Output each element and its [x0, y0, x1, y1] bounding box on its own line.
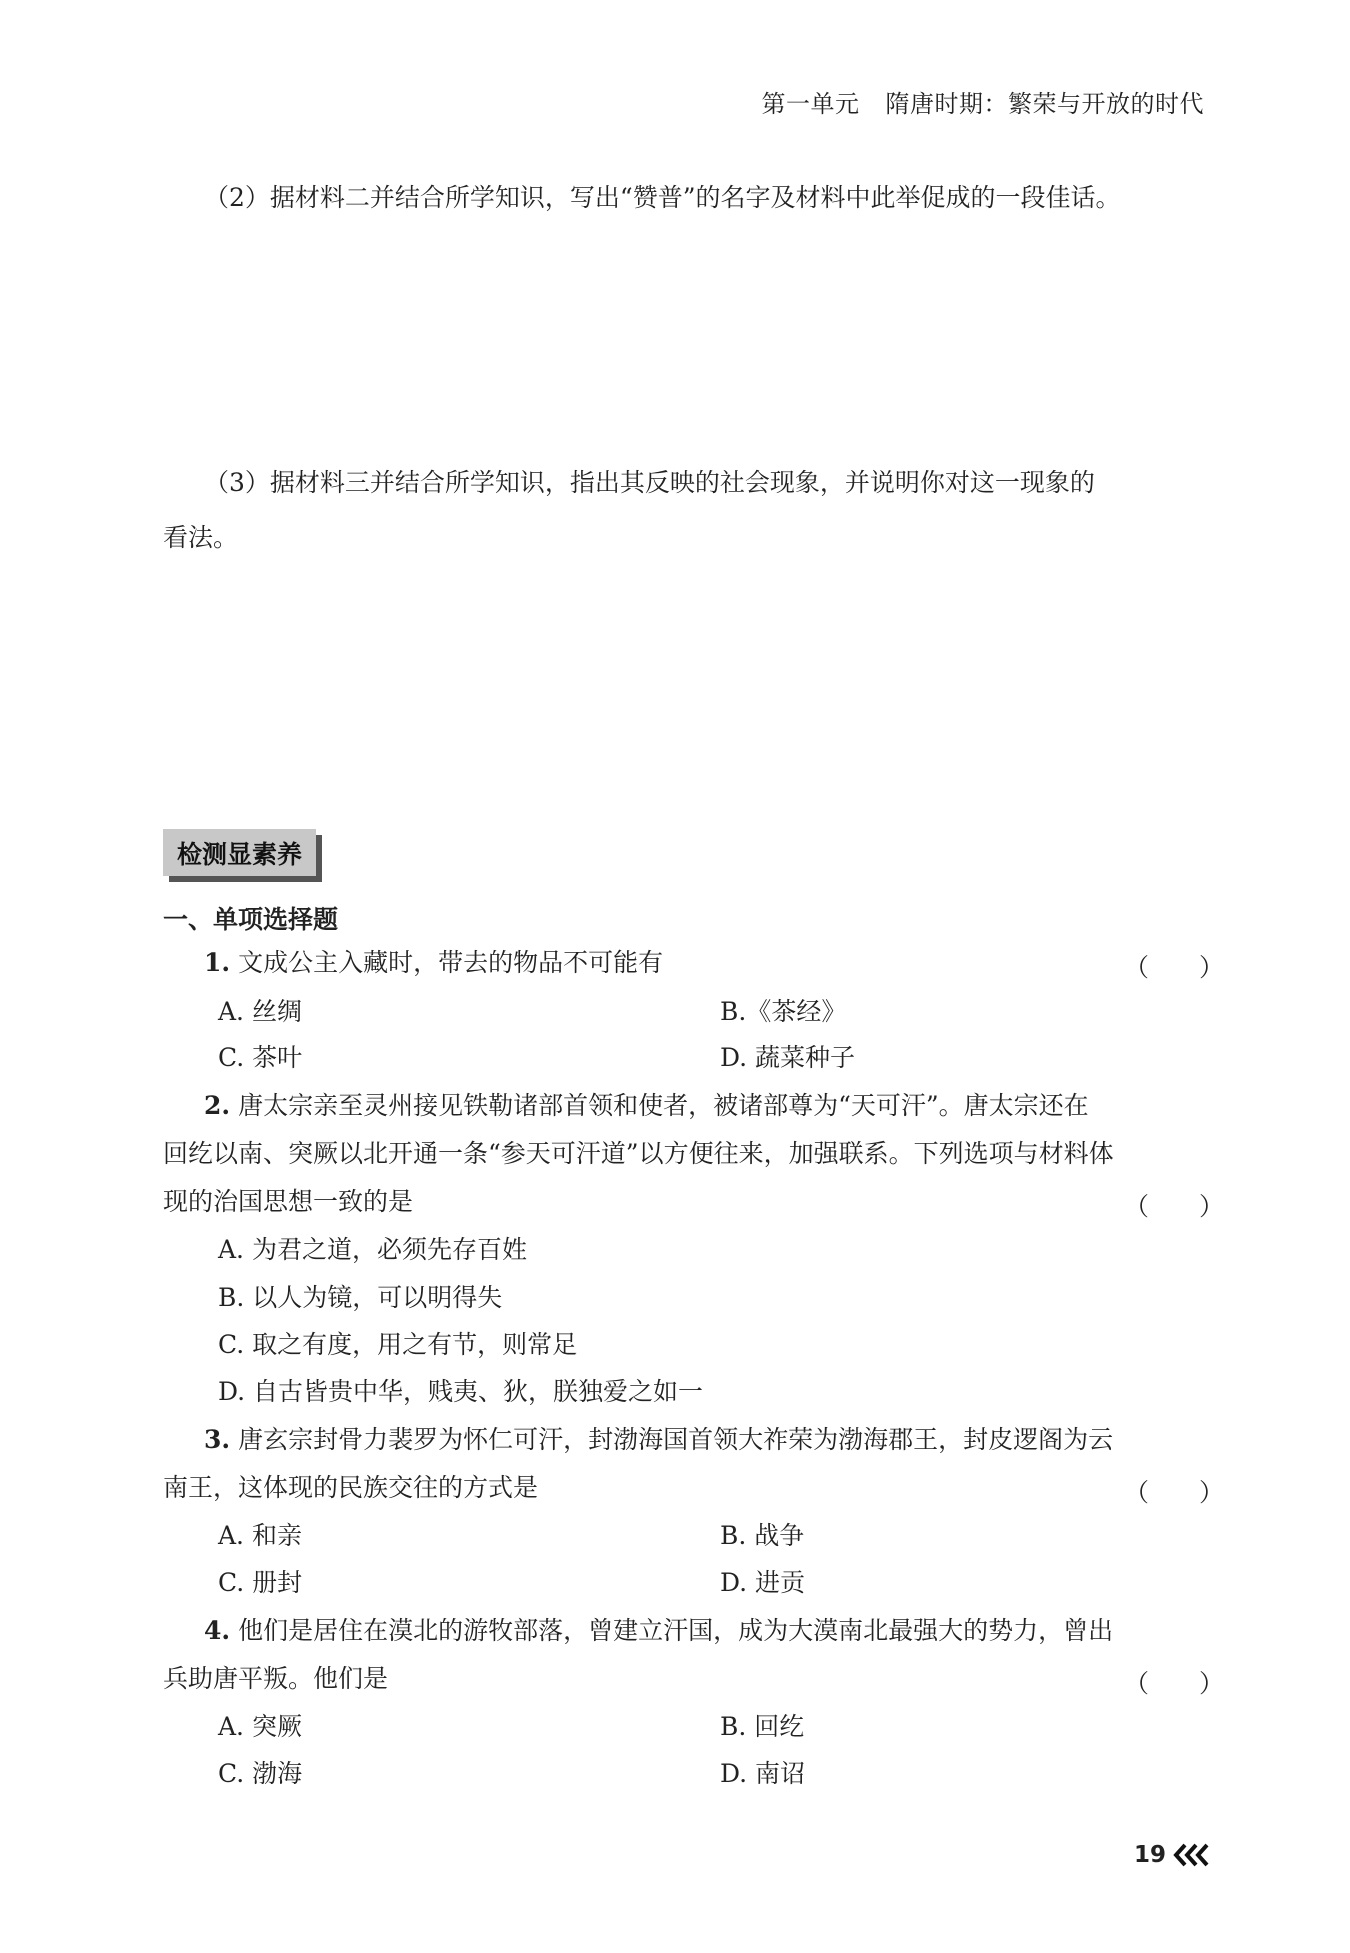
answer-bracket[interactable]: （ ） — [1124, 1478, 1225, 1507]
answer-bracket[interactable]: （ ） — [1124, 953, 1225, 982]
chevrons-left-icon — [1172, 1842, 1212, 1868]
mcq-4-option-d[interactable]: D. 南诏 — [720, 1759, 806, 1788]
mcq-4-text: 他们是居住在漠北的游牧部落，曾建立汗国，成为大漠南北最强大的势力，曾出 — [238, 1616, 1114, 1645]
mcq-2-option-c[interactable]: C. 取之有度，用之有节，则常足 — [218, 1330, 578, 1359]
mcq-1-stem — [204, 948, 663, 978]
mcq-1-option-a[interactable]: A. 丝绸 — [218, 997, 302, 1026]
mcq-3-option-c[interactable]: C. 册封 — [218, 1568, 303, 1597]
mcq-4-option-c[interactable]: C. 渤海 — [218, 1759, 303, 1788]
mcq-3-line2: 南王，这体现的民族交往的方式是 — [163, 1473, 539, 1502]
mcq-1-number: 1. — [204, 948, 231, 977]
question-2-open: （2）据材料二并结合所学知识，写出“赞普”的名字及材料中此举促成的一段佳话。 — [204, 183, 1121, 212]
mcq-4-line2: 兵助唐平叛。他们是 — [163, 1664, 389, 1693]
mcq-3-line1 — [204, 1425, 1113, 1455]
mcq-2-line3: 现的治国思想一致的是 — [163, 1187, 414, 1216]
mcq-3-option-b[interactable]: B. 战争 — [720, 1521, 805, 1550]
question-3-open-line1: （3）据材料三并结合所学知识，指出其反映的社会现象，并说明你对这一现象的 — [204, 468, 1095, 497]
mcq-4-option-a[interactable]: A. 突厥 — [218, 1712, 302, 1741]
mcq-3-number: 3. — [204, 1425, 231, 1454]
mcq-2-option-d[interactable]: D. 自古皆贵中华，贱夷、狄，朕独爱之如一 — [218, 1377, 704, 1406]
mcq-2-option-a[interactable]: A. 为君之道，必须先存百姓 — [218, 1235, 527, 1264]
section-title: 一、单项选择题 — [163, 905, 339, 934]
mcq-1-option-d[interactable]: D. 蔬菜种子 — [720, 1043, 856, 1072]
question-3-open-line2: 看法。 — [163, 523, 239, 552]
answer-bracket[interactable]: （ ） — [1124, 1669, 1225, 1698]
mcq-4-option-b[interactable]: B. 回纥 — [720, 1712, 805, 1741]
mcq-3-option-a[interactable]: A. 和亲 — [218, 1521, 302, 1550]
section-badge: 检测显素养 — [163, 829, 316, 876]
mcq-2-option-b[interactable]: B. 以人为镜，可以明得失 — [218, 1283, 503, 1312]
mcq-3-option-d[interactable]: D. 进贡 — [720, 1568, 806, 1597]
answer-bracket[interactable]: （ ） — [1124, 1192, 1225, 1221]
running-header — [762, 84, 1205, 119]
header-title: 隋唐时期：繁荣与开放的时代 — [885, 90, 1204, 118]
mcq-2-line1 — [204, 1091, 1089, 1121]
mcq-1-option-c[interactable]: C. 茶叶 — [218, 1043, 303, 1072]
mcq-4-number: 4. — [204, 1616, 231, 1645]
page-number: 19 — [1134, 1842, 1167, 1868]
mcq-1-text: 文成公主入藏时，带去的物品不可能有 — [238, 948, 664, 977]
mcq-2-number: 2. — [204, 1091, 231, 1120]
mcq-2-line2: 回纥以南、突厥以北开通一条“参天可汗道”以方便往来，加强联系。下列选项与材料体 — [163, 1139, 1114, 1168]
mcq-3-text: 唐玄宗封骨力裴罗为怀仁可汗，封渤海国首领大祚荣为渤海郡王，封皮逻阁为云 — [238, 1425, 1114, 1454]
mcq-4-line1 — [204, 1616, 1113, 1646]
mcq-1-option-b[interactable]: B.《茶经》 — [720, 997, 847, 1026]
header-unit: 第一单元 — [761, 90, 860, 118]
mcq-2-text: 唐太宗亲至灵州接见铁勒诸部首领和使者，被诸部尊为“天可汗”。唐太宗还在 — [238, 1091, 1089, 1120]
